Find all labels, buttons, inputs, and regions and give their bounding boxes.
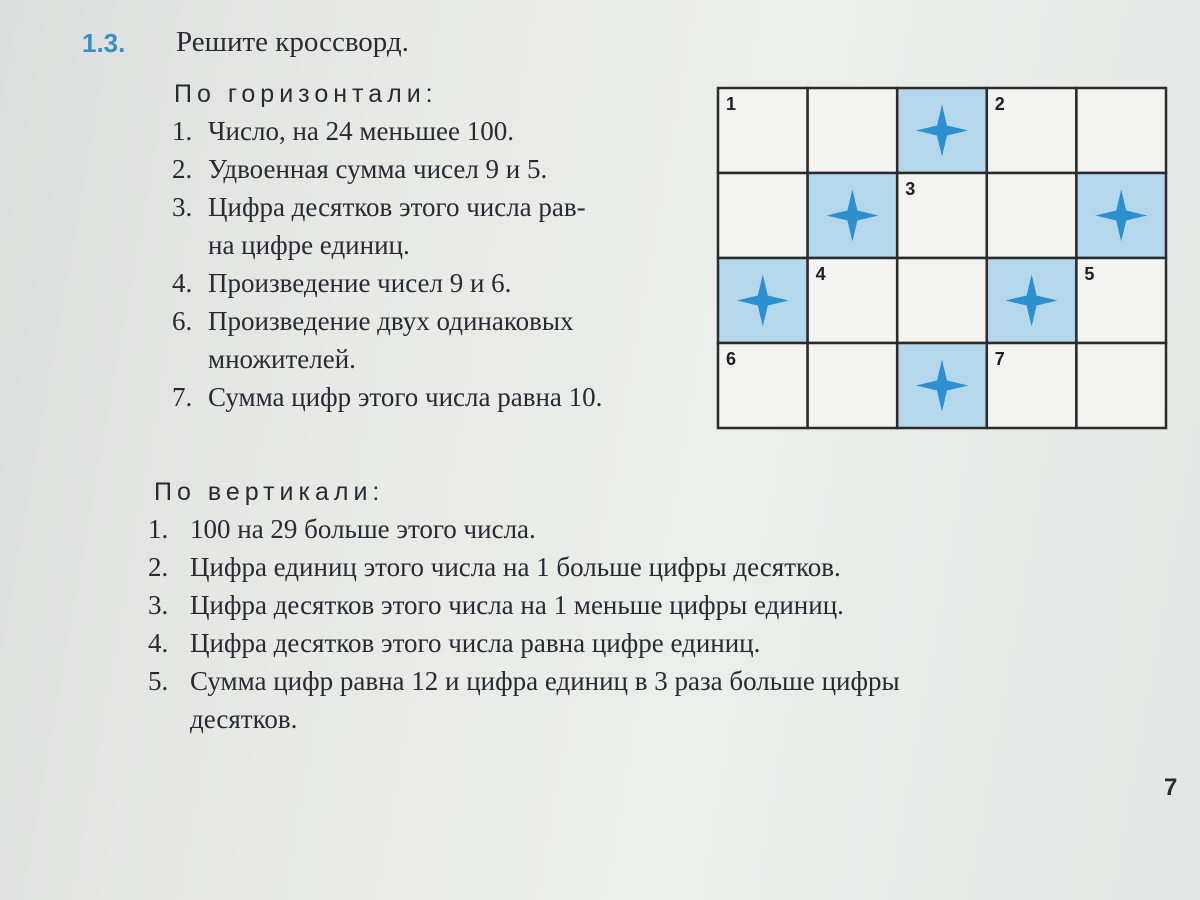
crossword-clue-number: 3 (905, 179, 916, 199)
clue-item (148, 510, 900, 548)
crossword-clue-number: 2 (994, 94, 1005, 114)
clue-number: 4. (172, 268, 193, 298)
clue-text-continued: на цифре единиц. (208, 230, 410, 260)
clue-item (172, 264, 602, 302)
clue-number: 1. (172, 116, 193, 146)
clue-item (172, 150, 602, 188)
crossword-cell-blocked (808, 173, 898, 258)
horizontal-heading: По горизонтали: (174, 80, 438, 108)
clue-number: 3. (172, 192, 193, 222)
crossword-clue-number: 6 (726, 349, 737, 369)
clue-item (172, 378, 602, 416)
clue-text: Цифра десятков этого числа равна цифре единиц. (190, 628, 761, 658)
clue-number: 6. (172, 306, 193, 336)
clue-text: Сумма цифр равна 12 и цифра единиц в 3 раза больше цифры (190, 666, 900, 696)
clue-item (148, 662, 900, 738)
crossword-cell-blocked (1076, 173, 1166, 258)
crossword-cell (987, 173, 1077, 258)
crossword-cell (897, 258, 987, 343)
horizontal-clues (172, 112, 602, 416)
crossword-clue-number: 7 (994, 349, 1005, 369)
crossword-cell-blocked (897, 343, 987, 428)
clue-text: Цифра десятков этого числа рав- (208, 192, 586, 222)
crossword-clue-number: 5 (1084, 264, 1095, 284)
crossword-cell (808, 343, 898, 428)
clue-item (148, 586, 900, 624)
crossword-clue-number: 1 (726, 94, 737, 114)
task-title: Решите кроссворд. (176, 26, 409, 58)
crossword-cell-blocked (987, 258, 1077, 343)
clue-item (172, 188, 602, 264)
task-number: 1.3. (82, 28, 126, 58)
clue-text-continued: десятков. (190, 704, 298, 734)
clue-text: Произведение чисел 9 и 6. (208, 268, 512, 298)
clue-item (172, 112, 602, 150)
crossword-cell-blocked (718, 258, 808, 343)
clue-item (148, 624, 900, 662)
clue-number: 7. (172, 382, 193, 412)
clue-item (148, 548, 900, 586)
crossword-cell (808, 88, 898, 173)
clue-text: Произведение двух одинаковых (208, 306, 574, 336)
clue-item (172, 302, 602, 378)
clue-number: 5. (148, 666, 169, 696)
page-number: 7 (1164, 774, 1178, 801)
clue-number: 3. (148, 590, 169, 620)
clue-text: Сумма цифр этого числа равна 10. (208, 382, 603, 412)
crossword-cell (1076, 343, 1166, 428)
clue-number: 2. (148, 552, 169, 582)
crossword-cell (1076, 88, 1166, 173)
clue-text: Цифра единиц этого числа на 1 больше цифры десятков. (190, 552, 841, 582)
clue-text: Удвоенная сумма чисел 9 и 5. (208, 154, 548, 184)
crossword-grid (716, 86, 1168, 430)
clue-text-continued: множителей. (208, 344, 356, 374)
vertical-heading: По вертикали: (154, 478, 385, 506)
crossword-clue-number: 4 (815, 264, 826, 284)
clue-text: Число, на 24 меньшее 100. (208, 116, 514, 146)
crossword-cell (718, 173, 808, 258)
vertical-clues (148, 510, 900, 738)
clue-number: 4. (148, 628, 169, 658)
clue-number: 2. (172, 154, 193, 184)
crossword-cell-blocked (897, 88, 987, 173)
clue-text: 100 на 29 больше этого числа. (190, 514, 536, 544)
clue-text: Цифра десятков этого числа на 1 меньше цифры единиц. (190, 590, 844, 620)
clue-number: 1. (148, 514, 169, 544)
